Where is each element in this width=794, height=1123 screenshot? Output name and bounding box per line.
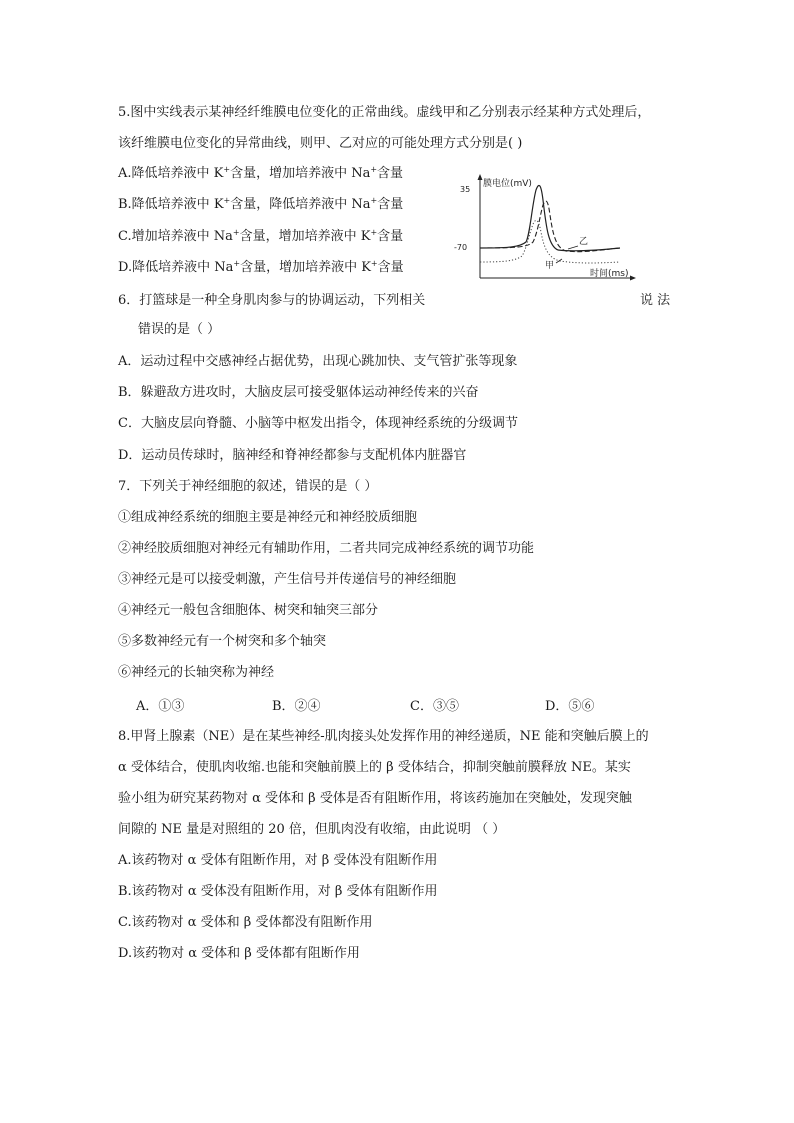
- q5-option-b[interactable]: [118, 196, 403, 214]
- q7-option-c[interactable]: C．③⑤: [410, 699, 459, 714]
- q6-stem-line1: 6．打篮球是一种全身肌肉参与的协调运动，下列相关: [118, 293, 426, 308]
- superscript-plus: +: [370, 259, 378, 268]
- q7-statement-5: ⑤多数神经元有一个树突和多个轴突: [118, 634, 327, 649]
- y-tick-minus-70: -70: [454, 243, 468, 252]
- q6-option-b[interactable]: B．躲避敌方进攻时，大脑皮层可接受躯体运动神经传来的兴奋: [118, 385, 479, 400]
- q5-option-a[interactable]: [118, 165, 403, 183]
- q7-statement-4: ④神经元一般包含细胞体、树突和轴突三部分: [118, 603, 379, 618]
- superscript-plus: +: [223, 165, 231, 174]
- q5-option-b-post: 含量: [377, 197, 404, 212]
- superscript-plus: +: [370, 228, 378, 237]
- y-axis-arrow: [478, 174, 483, 180]
- x-axis-arrow: [630, 276, 636, 281]
- superscript-plus: +: [370, 165, 378, 174]
- q7-option-d[interactable]: D．⑤⑥: [545, 699, 595, 714]
- q6-option-c[interactable]: C．大脑皮层向脊髓、小脑等中枢发出指令，体现神经系统的分级调节: [118, 416, 518, 431]
- q8-stem-line1: 8.甲肾上腺素（NE）是在某些神经-肌肉接头处发挥作用的神经递质，NE 能和突触后膜上的: [118, 729, 649, 744]
- q5-option-a-mid: 含量，增加培养液中 Na: [230, 166, 371, 181]
- q8-stem-line3: 验小组为研究某药物对 α 受体和 β 受体是否有阻断作用，将该药施加在突触处，发现突触: [118, 791, 632, 806]
- q5-option-d-mid: 含量，增加培养液中 K: [240, 260, 371, 275]
- q5-option-d-post: 含量: [377, 260, 404, 275]
- y-tick-35: 35: [460, 185, 471, 194]
- curve-yi-dashed: [480, 201, 620, 252]
- q5-option-b-pre: B.降低培养液中 K: [118, 197, 224, 212]
- superscript-plus: +: [223, 196, 231, 205]
- q6-stem-line1-right: 说 法: [640, 293, 671, 308]
- q5-option-a-post: 含量: [377, 166, 404, 181]
- superscript-plus: +: [232, 228, 240, 237]
- curve-jia-dotted: [480, 220, 620, 263]
- x-axis-label: 时间(ms): [590, 269, 629, 279]
- q5-option-a-pre: A.降低培养液中 K: [118, 166, 224, 181]
- q7-statement-2: ②神经胶质细胞对神经元有辅助作用，二者共同完成神经系统的调节功能: [118, 541, 535, 556]
- q7-statement-1: ①组成神经系统的细胞主要是神经元和神经胶质细胞: [118, 510, 418, 525]
- q5-option-d-pre: D.降低培养液中 Na: [118, 260, 234, 275]
- q6-stem-line2: 错误的是（ ）: [138, 322, 221, 337]
- label-yi-pointer: [568, 246, 578, 249]
- q5-stem-line1: 5.图中实线表示某神经纤维膜电位变化的正常曲线。虚线甲和乙分别表示经某种方式处理后，: [118, 105, 651, 120]
- q8-option-b[interactable]: B.该药物对 α 受体没有阻断作用，对 β 受体有阻断作用: [118, 884, 438, 899]
- q7-statement-3: ③神经元是可以接受刺激，产生信号并传递信号的神经细胞: [118, 572, 457, 587]
- q8-option-a[interactable]: A.该药物对 α 受体有阻断作用，对 β 受体没有阻断作用: [118, 853, 438, 868]
- superscript-plus: +: [370, 196, 378, 205]
- y-axis-label: 膜电位(mV): [483, 179, 532, 189]
- q8-option-d[interactable]: D.该药物对 α 受体和 β 受体都有阻断作用: [118, 946, 360, 961]
- q7-statement-6: ⑥神经元的长轴突称为神经: [118, 665, 275, 680]
- q8-option-c[interactable]: C.该药物对 α 受体和 β 受体都没有阻断作用: [118, 915, 373, 930]
- q8-stem-line4: 间隙的 NE 量是对照组的 20 倍，但肌肉没有收缩，由此说明 （ ）: [118, 822, 506, 837]
- label-jia: 甲: [545, 261, 555, 271]
- q5-option-c-mid: 含量，增加培养液中 K: [239, 229, 371, 244]
- q5-option-c[interactable]: [118, 228, 403, 246]
- q8-stem-line2: α 受体结合，使肌肉收缩.也能和突触前膜上的 β 受体结合，抑制突触前膜释放 NE。某实: [118, 760, 631, 775]
- q5-option-b-mid: 含量，降低培养液中 Na: [230, 197, 371, 212]
- q5-option-d[interactable]: [118, 259, 404, 277]
- q6-option-d[interactable]: D．运动员传球时，脑神经和脊神经都参与支配机体内脏器官: [118, 448, 467, 463]
- q7-option-b[interactable]: B．②④: [272, 699, 321, 714]
- q6-option-a[interactable]: A．运动过程中交感神经占据优势，出现心跳加快、支气管扩张等现象: [118, 354, 518, 369]
- q7-option-a[interactable]: A．①③: [136, 699, 185, 714]
- q5-option-c-pre: C.增加培养液中 Na: [118, 229, 233, 244]
- q7-stem: 7．下列关于神经细胞的叙述，错误的是（ ）: [118, 479, 378, 494]
- membrane-potential-chart: [450, 170, 640, 285]
- superscript-plus: +: [233, 259, 241, 268]
- label-yi: 乙: [579, 237, 589, 247]
- q5-option-c-post: 含量: [377, 229, 404, 244]
- q5-stem-line2: 该纤维膜电位变化的异常曲线，则甲、乙对应的可能处理方式分别是( ): [118, 136, 523, 151]
